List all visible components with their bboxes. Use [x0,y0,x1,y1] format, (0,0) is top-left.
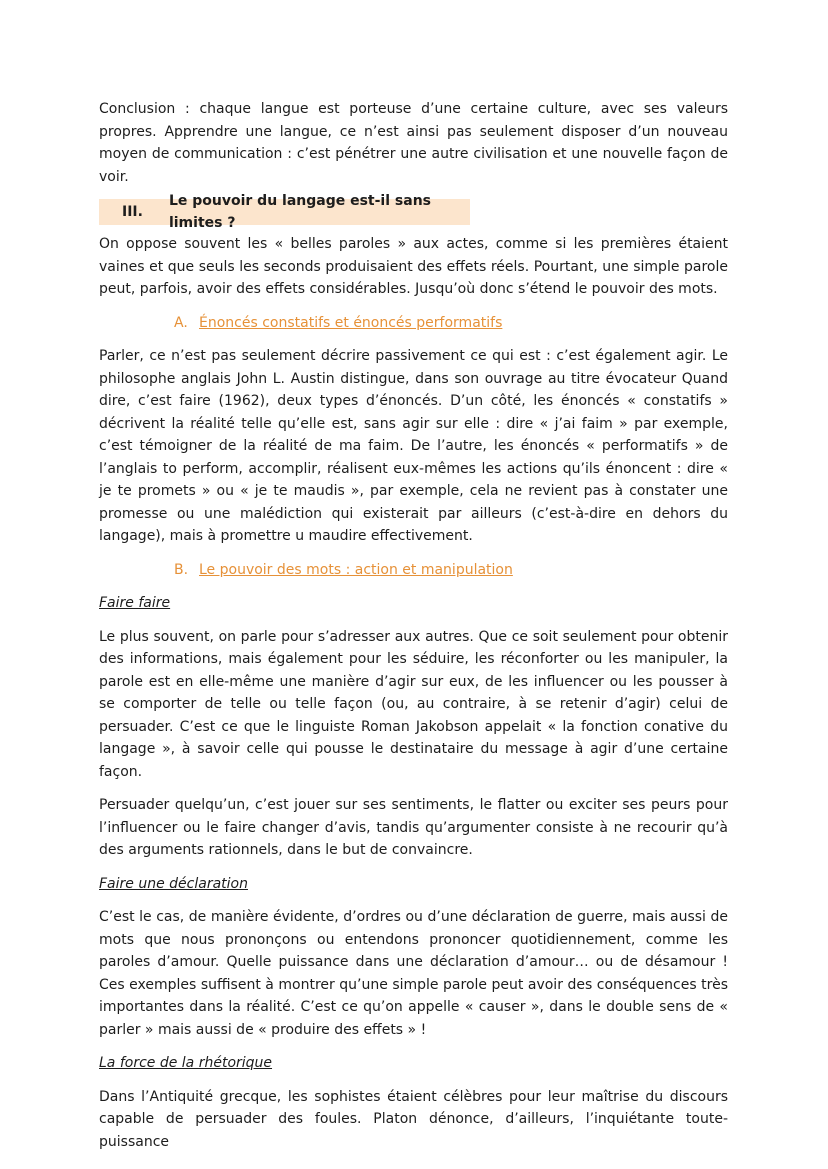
paragraph-conclusion: Conclusion : chaque langue est porteuse d’une certaine culture, avec ses valeurs propres. Apprendre une langue, ce n’est ainsi pas seulement disposer d’un nouveau moyen de communication : c’est pénétrer une autre civilisation et une nouvelle façon de voir. [99,101,728,185]
paragraph-declaration: C’est le cas, de manière évidente, d’ordres ou d’une déclaration de guerre, mais aussi de mots que nous prononçons ou entendons prononcer quotidiennement, comme les paroles d’amour. Quelle puissance dans une déclaration d’amour… ou de désamour ! Ces exemples suffisent à montrer qu’une simple parole peut avoir des conséquences très importantes dans la réalité. C’est ce qu’on appelle « causer », dans le double sens de « parler » mais aussi de « produire des effets » ! [99,909,728,1038]
paragraph-rhetorique: Dans l’Antiquité grecque, les sophistes étaient célèbres pour leur maîtrise du discours capable de persuader des foules. Platon dénonce, d’ailleurs, l’inquiétante toute-puissance [99,1088,728,1150]
section-heading-III [99,192,470,231]
sub-heading-title: Le pouvoir des mots : action et manipulation [199,561,513,578]
inline-heading-rhetorique: La force de la rhétorique [99,1055,273,1071]
sub-heading-letter: A. [174,314,188,331]
sub-heading-B [99,559,728,582]
sub-heading-letter: B. [174,561,189,578]
paragraph-intro-III: On oppose souvent les « belles paroles » aux actes, comme si les premières étaient vaines et que seuls les seconds produisaient des effets réels. Pourtant, une simple parole peut, parfois, avoir des effets considérables. Jusqu’où donc s’étend le pouvoir des mots. [99,236,728,297]
section-number: III. [122,203,143,220]
sub-heading-title: Énoncés constatifs et énoncés performatifs [199,314,503,331]
inline-heading-faire-faire: Faire faire [99,595,171,611]
inline-heading-declaration: Faire une déclaration [99,875,248,892]
paragraph-austin: Parler, ce n’est pas seulement décrire passivement ce qui est : c’est également agir. Le philosophe anglais John L. Austin distingue, dans son ouvrage au titre évocateur Quand dire, c’est faire (1962), deux types d’énoncés. D’un côté, les énoncés « constatifs » décrivent la réalité telle qu’elle est, sans agir sur elle : dire « j’ai faim » par exemple, c’est témoigner de la réalité de ma faim. De l’autre, les énoncés « performatifs » de l’anglais to perform, accomplir, réalisent eux-mêmes les actions qu’ils énoncent : dire « je te promets » ou « je te maudis », par exemple, cela ne revient pas à constater une promesse ou une malédiction qui existerait par ailleurs (c’est-à-dire en dehors du langage), mais à promettre u maudire effectivement. [99,348,728,544]
sub-heading-A [99,312,728,335]
paragraph-persuader: Persuader quelqu’un, c’est jouer sur ses sentiments, le flatter ou exciter ses peurs pour l’influencer ou le faire changer d’avis, tandis qu’argumenter consiste à ne recourir qu’à des arguments rationnels, dans le but de convaincre. [99,797,728,858]
document-content [99,98,728,1164]
paragraph-faire-faire: Le plus souvent, on parle pour s’adresser aux autres. Que ce soit seulement pour obtenir des informations, mais également pour les séduire, les réconforter ou les manipuler, la parole est en elle-même une manière d’agir sur eux, de les influencer ou les pousser à se comporter de telle ou telle façon (ou, au contraire, à se retenir d’agir) celui de persuader. C’est ce que le linguiste Roman Jakobson appelait « la fonction conative du langage », à savoir celle qui pousse le destinataire du message à agir d’une certaine façon. [99,628,728,780]
section-title: Le pouvoir du langage est-il sans limites ? [168,192,431,231]
